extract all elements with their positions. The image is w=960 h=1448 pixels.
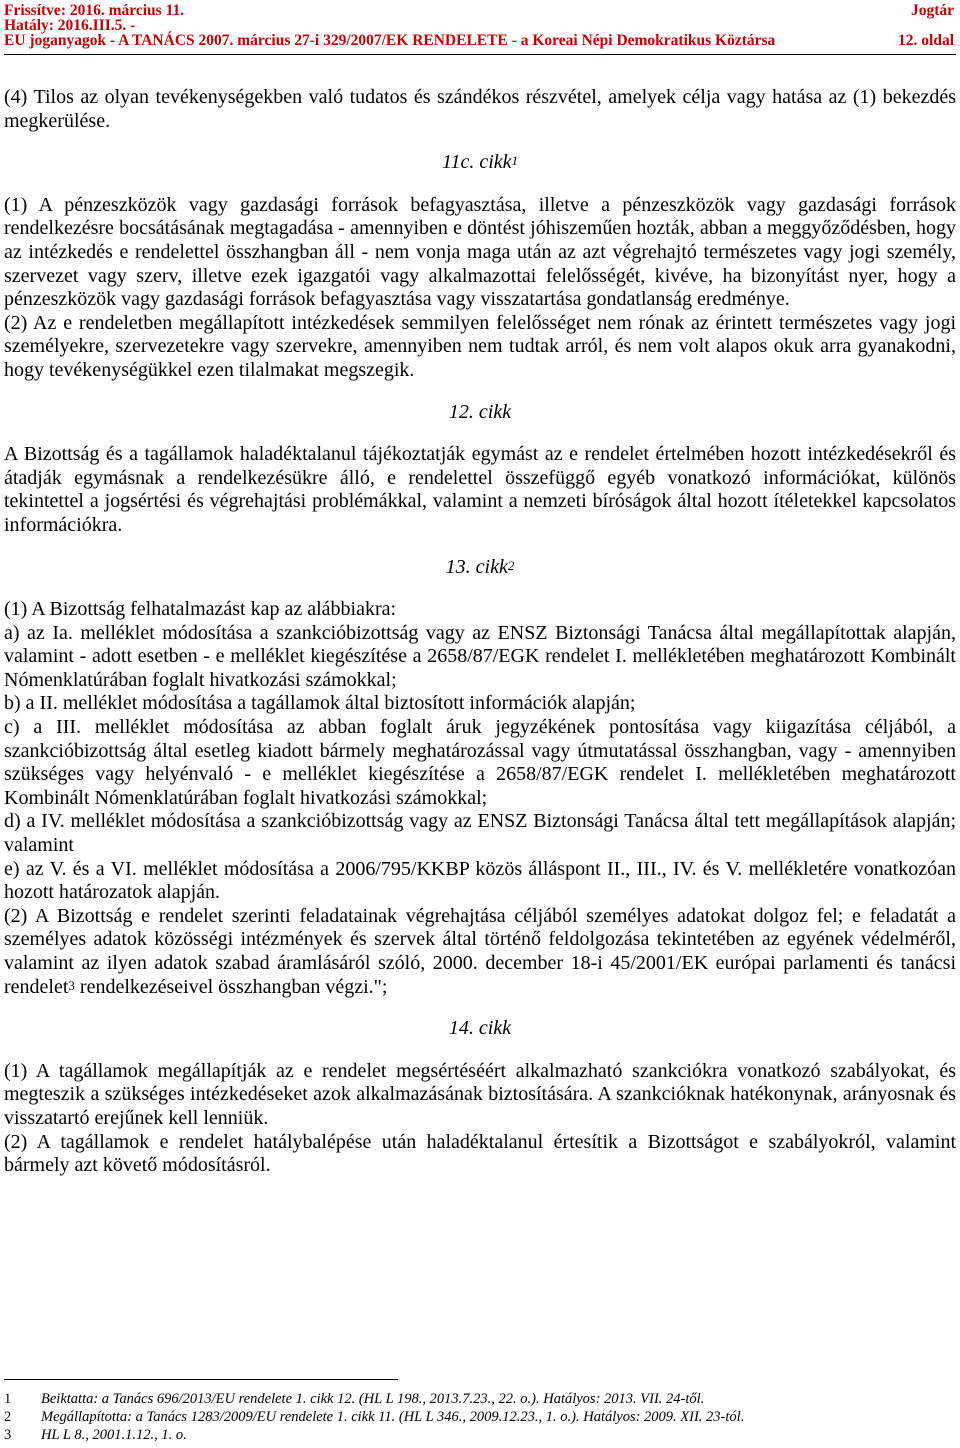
article-heading-11c	[4, 151, 956, 175]
footnote-text: Beiktatta: a Tanács 696/2013/EU rendelete 1. cikk 12. (HL L 198., 2013.7.23., 22. o.). Hatályos: 2013. VII. 24-től.	[41, 1391, 705, 1407]
paragraph-12: A Bizottság és a tagállamok haladéktalanul tájékoztatják egymást az e rendelet értelmében hozott intézkedésekről és átadják egymásnak a rendelkezésükre álló, e rendelettel összefüggő egyéb vonatkozó információkat, különös tekintettel a jogsértési és végrehajtási problémákkal, valamint a nemzeti bíróságok által hozott ítéletekkel kapcsolatos információkra.	[4, 443, 956, 536]
paragraph-13-2-text: (2) A Bizottság e rendelet szerinti feladatainak végrehajtása céljából személyes adatokat dolgoz fel; e feladatát a személyes adatok közösségi intézmények és szervek által történő feldolgozása tekintetében az egyének védelméről, valamint az ilyen adatok szabad áramlásáról szóló, 2000. december 18-i 45/2001/EK európai parlamenti és tanácsi rendelet	[4, 904, 956, 998]
article-title: 13. cikk	[445, 555, 508, 578]
footnote-text: HL L 8., 2001.1.12., 1. o.	[41, 1427, 187, 1443]
paragraph-13-a: a) az Ia. melléklet módosítása a szankcióbizottság vagy az ENSZ Biztonsági Tanácsa által megállapítottak alapján, valamint - adott esetben - e melléklet kiegészítése a 2658/87/EGK rendelet I. mellékletében meghatározott Kombinált Nómenklatúrában foglalt hivatkozási számokkal;	[4, 621, 956, 691]
header-brand: Jogtár	[910, 2, 954, 19]
paragraph-14-2: (2) A tagállamok e rendelet hatálybalépése után haladéktalanul értesítik a Bizottságot e szabályokról, valamint bármely azt követő módosításról.	[4, 1130, 956, 1177]
footnote-ref: 3	[68, 977, 75, 993]
footnote-number: 1	[4, 1391, 12, 1407]
paragraph-11c-2: (2) Az e rendeletben megállapított intézkedések semmilyen felelősséget nem rónak az érintett természetes vagy jogi személyekre, szervezetekre vagy szervekre, amennyiben nem tudtak arról, és nem volt alapos okuk arra gyanakodni, hogy tevékenységükkel ezen tilalmakat megszegik.	[4, 311, 956, 381]
paragraph-14-1: (1) A tagállamok megállapítják az e rendelet megsértéséért alkalmazható szankciókra vonatkozó szabályokat, és megteszik a szükséges intézkedéseket azok alkalmazásának biztosítására. A szankcióknak hatékonynak, arányosnak és visszatartó erejűnek kell lenniük.	[4, 1059, 956, 1129]
article-heading-14	[4, 1017, 956, 1041]
footnote-text: Megállapította: a Tanács 1283/2009/EU rendelete 1. cikk 11. (HL L 346., 2009.12.23., 1. o.). Hatályos: 2009. XII. 23-tól.	[41, 1409, 745, 1425]
paragraph-11c-1: (1) A pénzeszközök vagy gazdasági források befagyasztása, illetve a pénzeszközök vagy gazdasági források rendelkezésre bocsátásának megtagadása - amennyiben e döntést jóhiszeműen hozták, abban a meggyőződésben, hogy az intézkedés e rendelettel összhangban áll - nem vonja maga után az azt végrehajtó természetes vagy jogi személy, szervezet vagy szerv, illetve ezek igazgatói vagy alkalmazottai felelősségét, kivéve, ha bizonyítást nyer, hogy a pénzeszközök vagy gazdasági források befagyasztása vagy visszatartása gondatlanság eredménye.	[4, 193, 956, 311]
paragraph-13-e: e) az V. és a VI. melléklet módosítása a 2006/795/KKBP közös álláspont II., III., IV. és V. mellékletére vonatkozóan hozott határozatok alapján.	[4, 857, 956, 904]
article-heading-12	[4, 401, 956, 425]
footnote-ref: 2	[507, 557, 515, 573]
paragraph-13-b: b) a II. melléklet módosítása a tagállamok által biztosított információk alapján;	[4, 692, 636, 715]
footnote-divider	[4, 1379, 398, 1380]
article-title: 11c. cikk	[441, 151, 512, 174]
footnote-item	[4, 1408, 956, 1426]
paragraph-13-2	[4, 905, 956, 999]
footnote-item	[4, 1390, 956, 1408]
footnote-ref: 1	[511, 153, 519, 169]
footnote-number: 3	[4, 1427, 12, 1443]
header-in-force: Hatály: 2016.III.5. -	[4, 17, 136, 34]
header-page-number: 12. oldal	[898, 32, 954, 49]
article-heading-13	[4, 556, 956, 580]
article-title: 14. cikk	[448, 1017, 512, 1040]
paragraph-13-c: c) a III. melléklet módosítása az abban foglalt áruk jegyzékének pontosítása vagy kiigazítása céljából, a szankcióbizottság által esetleg kiadott bármely meghatározással vagy útmutatással összhangban, vagy - amennyiben szükséges vagy helyénvaló - e melléklet kiegészítése a 2658/87/EGK rendelet I. mellékletében meghatározott Kombinált Nómenklatúrában foglalt hivatkozási számokkal;	[4, 716, 956, 809]
article-title: 12. cikk	[448, 400, 512, 423]
header-updated: Frissítve: 2016. március 11.	[4, 2, 185, 19]
footnotes	[4, 1390, 956, 1444]
paragraph-13-1: (1) A Bizottság felhatalmazást kap az alábbiakra:	[4, 598, 397, 621]
document-body	[4, 86, 956, 1178]
footnote-number: 2	[4, 1409, 12, 1425]
footnote-item	[4, 1426, 956, 1444]
page-header	[4, 0, 956, 48]
paragraph-13-d: d) a IV. melléklet módosítása a szankcióbizottság vagy az ENSZ Biztonsági Tanácsa által tett megállapítások alapján; valamint	[4, 810, 956, 857]
paragraph-11b-4: (4) Tilos az olyan tevékenységekben való tudatos és szándékos részvétel, amelyek célja vagy hatása az (1) bekezdés megkerülése.	[4, 86, 956, 132]
header-title: EU joganyagok - A TANÁCS 2007. március 27-i 329/2007/EK RENDELETE - a Koreai Népi Demokratikus Köztársa	[4, 32, 776, 49]
paragraph-13-2-tail: rendelkezéseivel összhangban végzi.";	[74, 975, 388, 998]
header-divider	[4, 54, 956, 55]
